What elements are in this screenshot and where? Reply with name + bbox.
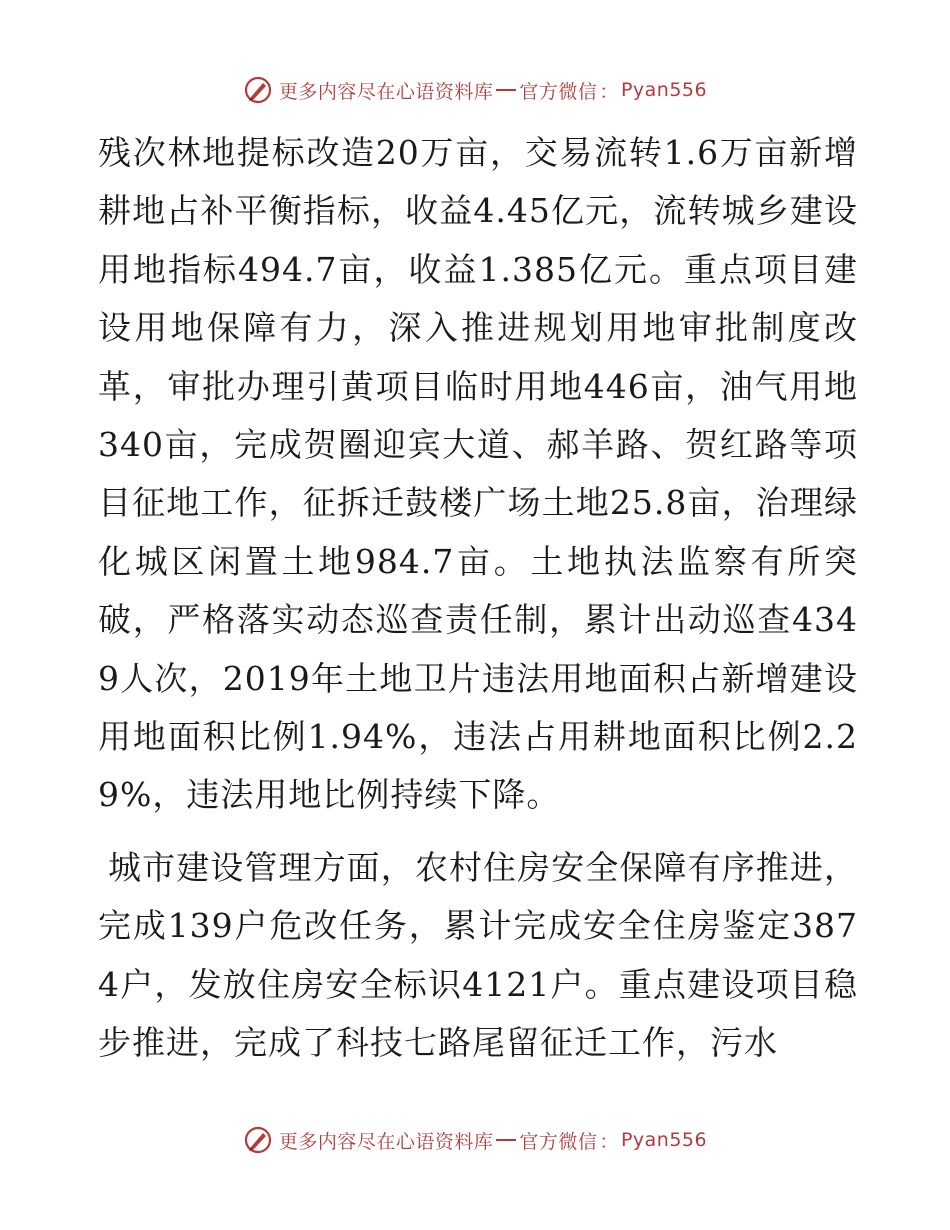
document-body <box>98 124 858 1073</box>
watermark-header <box>0 70 950 110</box>
watermark-footer <box>0 1120 950 1160</box>
paragraph-urban: 城市建设管理方面，农村住房安全保障有序推进，完成139户危改任务，累计完成安全住房鉴定3874户，发放住房安全标识4121户。重点建设项目稳步推进，完成了科技七路尾留征迁工作，污水 <box>98 847 858 1063</box>
paragraph-land: 残次林地提标改造20万亩，交易流转1.6万亩新增耕地占补平衡指标，收益4.45亿元，流转城乡建设用地指标494.7亩，收益1.385亿元。重点项目建设用地保障有力，深入推进规划用地审批制度改革，审批办理引黄项目临时用地446亩，油气用地340亩，完成贺圈迎宾大道、郝羊路、贺红路等项目征地工作，征拆迁鼓楼广场土地25.8亩，治理绿化城区闲置土地984.7亩。土地执法监察有所突破，严格落实动态巡查责任制，累计出动巡查4349人次，2019年土地卫片违法用地面积占新增建设用地面积比例1.94%，违法占用耕地面积比例2.29%，违法用地比例持续下降。 <box>98 133 858 815</box>
watermark-colon: ： <box>599 80 619 103</box>
watermark-official: 官方微信 <box>519 80 598 103</box>
watermark-id: Pyan556 <box>620 79 708 101</box>
watermark-colon: ： <box>599 1130 619 1153</box>
pen-circle-logo-icon <box>243 75 273 105</box>
watermark-id: Pyan556 <box>620 1129 708 1151</box>
watermark-text: 更多内容尽在心语资料库 <box>278 80 494 103</box>
watermark-dash <box>496 89 516 91</box>
watermark-dash <box>496 1139 516 1141</box>
watermark-official: 官方微信 <box>519 1130 598 1153</box>
watermark-text: 更多内容尽在心语资料库 <box>278 1130 494 1153</box>
pen-circle-logo-icon <box>243 1125 273 1155</box>
